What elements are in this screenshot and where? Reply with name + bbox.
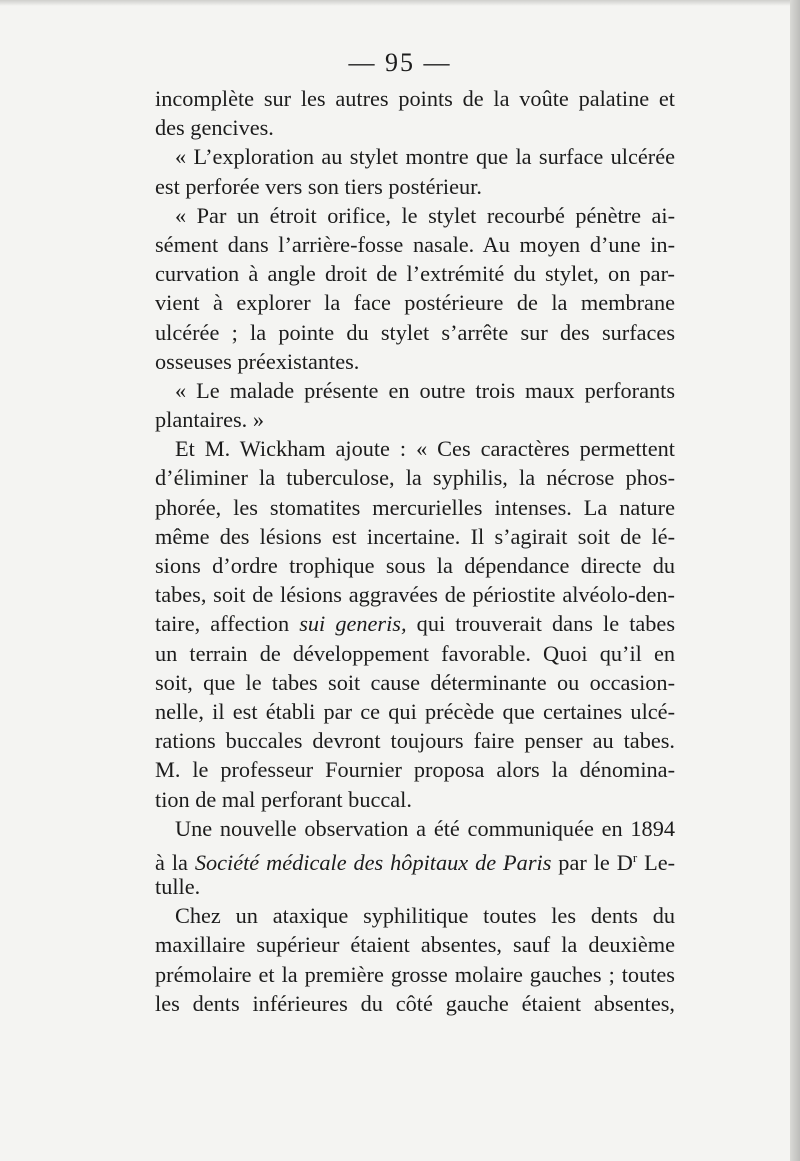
text-line xyxy=(155,609,675,638)
text-line: prémolaire et la première grosse molaire gauches ; toutes xyxy=(155,961,675,987)
text-line: phorée, les stomatites mercurielles intenses. La nature xyxy=(155,494,675,520)
text-line: osseuses préexistantes. xyxy=(155,348,360,374)
text-line: tion de mal perforant buccal. xyxy=(155,786,412,812)
text-line: tulle. xyxy=(155,874,201,900)
page-top-edge xyxy=(0,0,800,6)
text-line: « L’exploration au stylet montre que la surface ulcérée xyxy=(175,144,675,170)
italic-text: Société médicale des hôpitaux de Paris xyxy=(194,849,552,875)
text-line: maxillaire supérieur étaient absentes, sauf la deuxième xyxy=(155,932,675,958)
page-right-edge xyxy=(790,0,800,1161)
text-line: tabes, soit de lésions aggravées de périostite alvéolo-den- xyxy=(155,582,675,608)
text-line: sions d’ordre trophique sous la dépendance directe du xyxy=(155,553,675,578)
text-segment: à la xyxy=(155,849,195,875)
text-segment: Le- xyxy=(637,849,676,875)
text-line: rations buccales devront toujours faire penser au tabes. xyxy=(155,728,675,754)
text-line: même des lésions est incertaine. Il s’agirait soit de lé- xyxy=(155,523,675,549)
text-line: curvation à angle droit de l’extrémité du stylet, on par- xyxy=(155,261,675,287)
text-line: Chez un ataxique syphilitique toutes les dents du xyxy=(175,903,675,929)
text-segment: qui trouverait dans le tabes xyxy=(406,611,676,637)
text-line: est perforée vers son tiers postérieur. xyxy=(155,173,482,199)
text-line: vient à explorer la face postérieure de la membrane xyxy=(155,290,675,316)
superscript: r xyxy=(632,849,638,865)
text-line: Une nouvelle observation a été communiquée en 1894 xyxy=(175,815,675,841)
text-line: « Par un étroit orifice, le stylet recourbé pénètre ai- xyxy=(175,202,675,228)
text-segment: taire, affection xyxy=(155,611,300,637)
text-line: M. le professeur Fournier proposa alors la dénomina- xyxy=(155,757,675,783)
text-line: « Le malade présente en outre trois maux perforants xyxy=(175,377,675,403)
text-line: plantaires. » xyxy=(155,407,264,433)
text-line xyxy=(155,843,676,875)
text-line: Et M. Wickham ajoute : « Ces caractères permettent xyxy=(175,436,675,462)
text-line: incomplète sur les autres points de la voûte palatine et xyxy=(155,86,675,111)
text-line: des gencives. xyxy=(155,115,274,141)
text-line: sément dans l’arrière-fosse nasale. Au moyen d’une in- xyxy=(155,231,675,257)
text-line: ulcérée ; la pointe du stylet s’arrête sur des surfaces xyxy=(155,319,675,345)
text-line: d’éliminer la tuberculose, la syphilis, la nécrose phos- xyxy=(155,465,675,491)
text-line: un terrain de développement favorable. Quoi qu’il en xyxy=(155,640,675,666)
text-line: les dents inférieures du côté gauche étaient absentes, xyxy=(155,990,675,1016)
text-segment: par le D xyxy=(551,849,633,875)
text-line: nelle, il est établi par ce qui précède que certaines ulcé- xyxy=(155,698,675,724)
body-text xyxy=(155,84,675,1018)
italic-text: sui generis, xyxy=(299,611,407,637)
page-number: — 95 — xyxy=(348,48,452,77)
text-line: soit, que le tabes soit cause déterminante ou occasion- xyxy=(155,669,675,695)
